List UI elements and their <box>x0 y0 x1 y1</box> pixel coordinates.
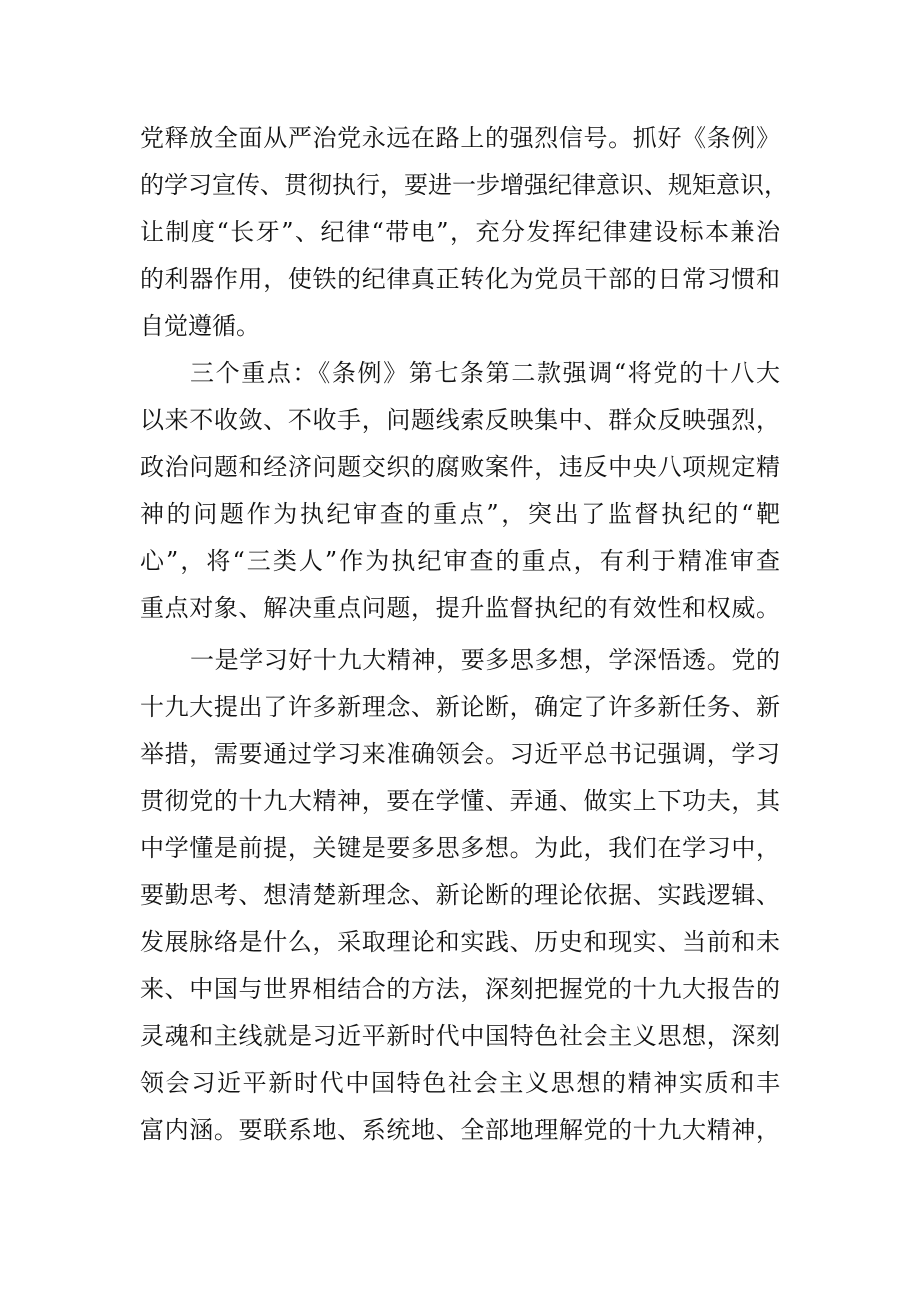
text-line: 重点对象、解决重点问题，提升监督执纪的有效性和权威。 <box>140 594 780 622</box>
text-line: 三个重点：《条例》第七条第二款强调“将党的十八大 <box>190 359 780 387</box>
text-line: 领会习近平新时代中国特色社会主义思想的精神实质和丰 <box>140 1069 780 1097</box>
text-line: 要勤思考、想清楚新理念、新论断的理论依据、实践逻辑、 <box>140 881 780 909</box>
text-line: 贯彻党的十九大精神，要在学懂、弄通、做实上下功夫，其 <box>140 787 780 815</box>
text-line: 灵魂和主线就是习近平新时代中国特色社会主义思想，深刻 <box>140 1022 780 1050</box>
text-line: 举措，需要通过学习来准确领会。习近平总书记强调，学习 <box>140 740 780 768</box>
text-line: 政治问题和经济问题交织的腐败案件，违反中央八项规定精 <box>140 453 780 481</box>
text-line: 让制度“长牙”、纪律“带电”，充分发挥纪律建设标本兼治 <box>140 218 780 246</box>
text-line: 中学懂是前提，关键是要多思多想。为此，我们在学习中， <box>140 834 780 862</box>
text-line: 心”，将“三类人”作为执纪审查的重点，有利于精准审查 <box>140 547 780 575</box>
text-line: 的利器作用，使铁的纪律真正转化为党员干部的日常习惯和 <box>140 265 780 293</box>
text-line: 十九大提出了许多新理念、新论断，确定了许多新任务、新 <box>140 693 780 721</box>
text-line: 神的问题作为执纪审查的重点”，突出了监督执纪的“靶 <box>140 500 780 528</box>
text-line: 党释放全面从严治党永远在路上的强烈信号。抓好《条例》 <box>140 124 780 152</box>
text-line: 的学习宣传、贯彻执行，要进一步增强纪律意识、规矩意识， <box>140 171 788 199</box>
text-line: 自觉遵循。 <box>140 312 260 340</box>
text-line: 富内涵。要联系地、系统地、全部地理解党的十九大精神， <box>140 1116 780 1144</box>
text-line: 一是学习好十九大精神，要多思多想，学深悟透。党的 <box>190 646 780 674</box>
text-line: 发展脉络是什么，采取理论和实践、历史和现实、当前和未 <box>140 928 780 956</box>
text-line: 来、中国与世界相结合的方法，深刻把握党的十九大报告的 <box>140 975 780 1003</box>
text-line: 以来不收敛、不收手，问题线索反映集中、群众反映强烈， <box>140 406 780 434</box>
